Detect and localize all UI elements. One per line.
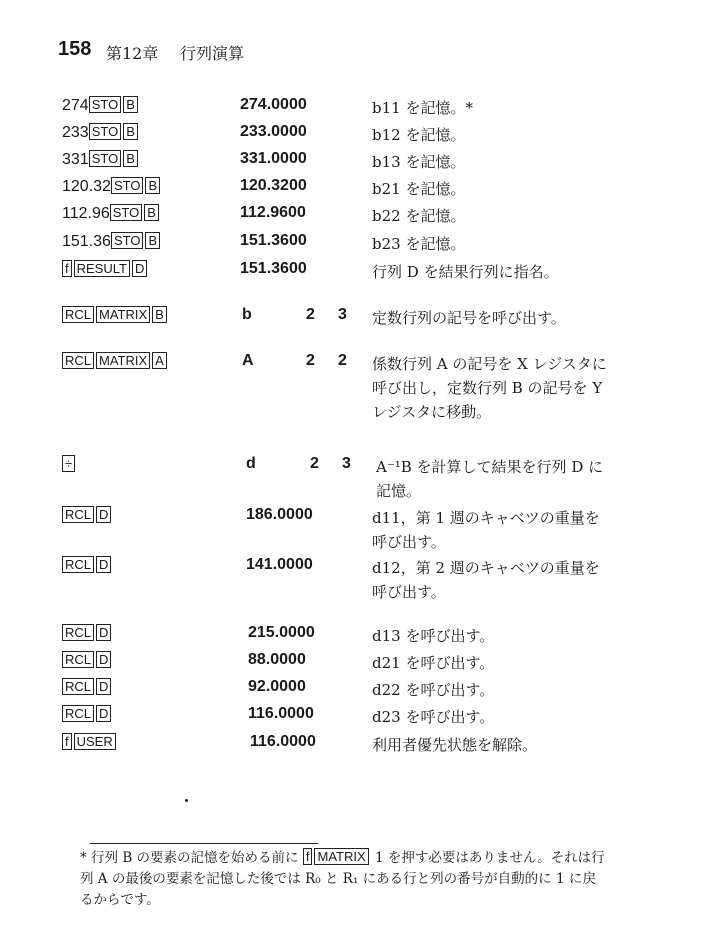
key-matrix: MATRIX — [96, 306, 150, 323]
keystrokes — [62, 733, 118, 752]
display-text: 112.9600 — [240, 204, 306, 221]
display-value — [242, 352, 347, 370]
footnote-text-a: 行列 B の要素の記憶を始める前に — [91, 850, 299, 866]
description: 係数行列 A の記号を X レジスタに呼び出し，定数行列 B の記号を Y レジスタに移動。 — [372, 355, 607, 421]
keystrokes — [62, 455, 77, 474]
key-b: B — [145, 232, 160, 249]
description: b22 を記憶。 — [372, 207, 466, 225]
key-: ÷ — [62, 455, 75, 472]
footnote — [80, 848, 605, 911]
display-text: 331.0000 — [240, 150, 307, 167]
display-text: 92.0000 — [248, 678, 306, 695]
display-value — [248, 705, 314, 723]
display-value — [246, 556, 313, 574]
key-d: D — [96, 678, 111, 695]
keystrokes — [62, 705, 113, 724]
key-b: B — [152, 306, 167, 323]
key-user: USER — [74, 733, 116, 750]
display-value — [240, 150, 307, 168]
description: d12，第 2 週のキャベツの重量を呼び出す。 — [372, 559, 600, 601]
display-text: 120.3200 — [240, 177, 307, 194]
chapter-label: 第12章 — [106, 44, 159, 63]
key-rcl: RCL — [62, 651, 94, 668]
description: 利用者優先状態を解除。 — [372, 736, 538, 754]
display-value — [240, 204, 306, 222]
display-value — [246, 506, 313, 524]
key-d: D — [96, 506, 111, 523]
keystrokes — [62, 96, 140, 115]
description: b12 を記憶。 — [372, 126, 466, 144]
key-d: D — [96, 651, 111, 668]
key-sto: STO — [89, 150, 122, 167]
key-rcl: RCL — [62, 624, 94, 641]
key-f: f — [62, 260, 72, 277]
keystrokes — [62, 506, 113, 525]
display-text: b — [242, 306, 252, 323]
description: d23 を呼び出す。 — [372, 708, 495, 726]
footnote-mark: * — [80, 850, 87, 866]
description: A⁻¹B を計算して結果を行列 D に記憶。 — [376, 458, 604, 500]
description: b23 を記憶。 — [372, 235, 466, 253]
display-text: 274.0000 — [240, 96, 307, 113]
display-rows: 2 — [310, 455, 319, 472]
key-f: f — [62, 733, 72, 750]
key-rcl: RCL — [62, 306, 94, 323]
keystrokes — [62, 352, 169, 371]
chapter-title: 行列演算 — [180, 44, 245, 63]
key-rcl: RCL — [62, 556, 94, 573]
keystroke-number: 233 — [62, 124, 89, 141]
key-result: RESULT — [74, 260, 130, 277]
page-number: 158 — [58, 38, 92, 60]
description: b13 を記憶。 — [372, 153, 466, 171]
display-value — [240, 123, 307, 141]
key-rcl: RCL — [62, 705, 94, 722]
display-text: 141.0000 — [246, 556, 313, 573]
key-b: B — [123, 123, 138, 140]
footnote-divider — [90, 843, 318, 844]
stray-dot — [185, 799, 188, 802]
display-text: 116.0000 — [250, 733, 316, 750]
keystrokes — [62, 177, 162, 196]
display-text: 88.0000 — [248, 651, 306, 668]
display-text: 151.3600 — [240, 232, 307, 249]
description: 定数行列の記号を呼び出す。 — [372, 309, 566, 327]
key-d: D — [96, 624, 111, 641]
display-value — [248, 678, 306, 696]
display-value — [246, 455, 351, 473]
key-matrix: MATRIX — [96, 352, 150, 369]
display-value — [240, 260, 307, 278]
display-text: 233.0000 — [240, 123, 307, 140]
keystrokes — [62, 556, 113, 575]
key-f: f — [303, 848, 313, 865]
key-b: B — [144, 204, 159, 221]
display-text: 215.0000 — [248, 624, 315, 641]
display-value — [240, 177, 307, 195]
key-b: B — [123, 150, 138, 167]
key-sto: STO — [110, 204, 143, 221]
keystrokes — [62, 678, 113, 697]
display-text: d — [246, 455, 256, 472]
description: b21 を記憶。 — [372, 180, 466, 198]
display-value — [242, 306, 347, 324]
keystrokes — [62, 651, 113, 670]
display-text: 116.0000 — [248, 705, 314, 722]
key-sto: STO — [89, 123, 122, 140]
display-value — [248, 624, 315, 642]
footnote-text-b: 1 を押す必要はありません。それは行列 A の最後の要素を記憶した後では R₀ と R₁ にある行と列の番号が自動的に 1 に戻るからです。 — [80, 850, 605, 908]
display-text: 186.0000 — [246, 506, 313, 523]
key-d: D — [96, 556, 111, 573]
keystroke-number: 120.32 — [62, 178, 111, 195]
description: d22 を呼び出す。 — [372, 681, 495, 699]
display-value — [240, 232, 307, 250]
description: 行列 D を結果行列に指名。 — [372, 263, 559, 281]
key-b: B — [123, 96, 138, 113]
description: d11，第 1 週のキャベツの重量を呼び出す。 — [372, 509, 600, 551]
key-sto: STO — [111, 177, 144, 194]
display-text: A — [242, 352, 254, 369]
display-cols: 3 — [338, 306, 347, 323]
display-text: 151.3600 — [240, 260, 307, 277]
key-a: A — [152, 352, 167, 369]
keystrokes — [62, 306, 169, 325]
description: b11 を記憶。* — [372, 99, 473, 117]
keystrokes — [62, 123, 140, 142]
description: d21 を呼び出す。 — [372, 654, 495, 672]
keystrokes — [62, 260, 149, 279]
keystrokes — [62, 204, 161, 223]
display-value — [248, 651, 306, 669]
keystroke-number: 112.96 — [62, 205, 110, 222]
description: d13 を呼び出す。 — [372, 627, 495, 645]
keystrokes — [62, 624, 113, 643]
keystrokes — [62, 150, 140, 169]
display-rows: 2 — [306, 352, 315, 369]
key-sto: STO — [89, 96, 122, 113]
display-cols: 2 — [338, 352, 347, 369]
keystroke-number: 331 — [62, 151, 89, 168]
display-rows: 2 — [306, 306, 315, 323]
key-b: B — [145, 177, 160, 194]
key-sto: STO — [111, 232, 144, 249]
key-rcl: RCL — [62, 506, 94, 523]
keystrokes — [62, 232, 162, 251]
display-value — [250, 733, 316, 751]
key-d: D — [132, 260, 147, 277]
keystroke-number: 274 — [62, 97, 89, 114]
key-rcl: RCL — [62, 352, 94, 369]
key-rcl: RCL — [62, 678, 94, 695]
key-matrix: MATRIX — [314, 848, 368, 865]
display-cols: 3 — [342, 455, 351, 472]
key-d: D — [96, 705, 111, 722]
display-value — [240, 96, 307, 114]
keystroke-number: 151.36 — [62, 233, 111, 250]
